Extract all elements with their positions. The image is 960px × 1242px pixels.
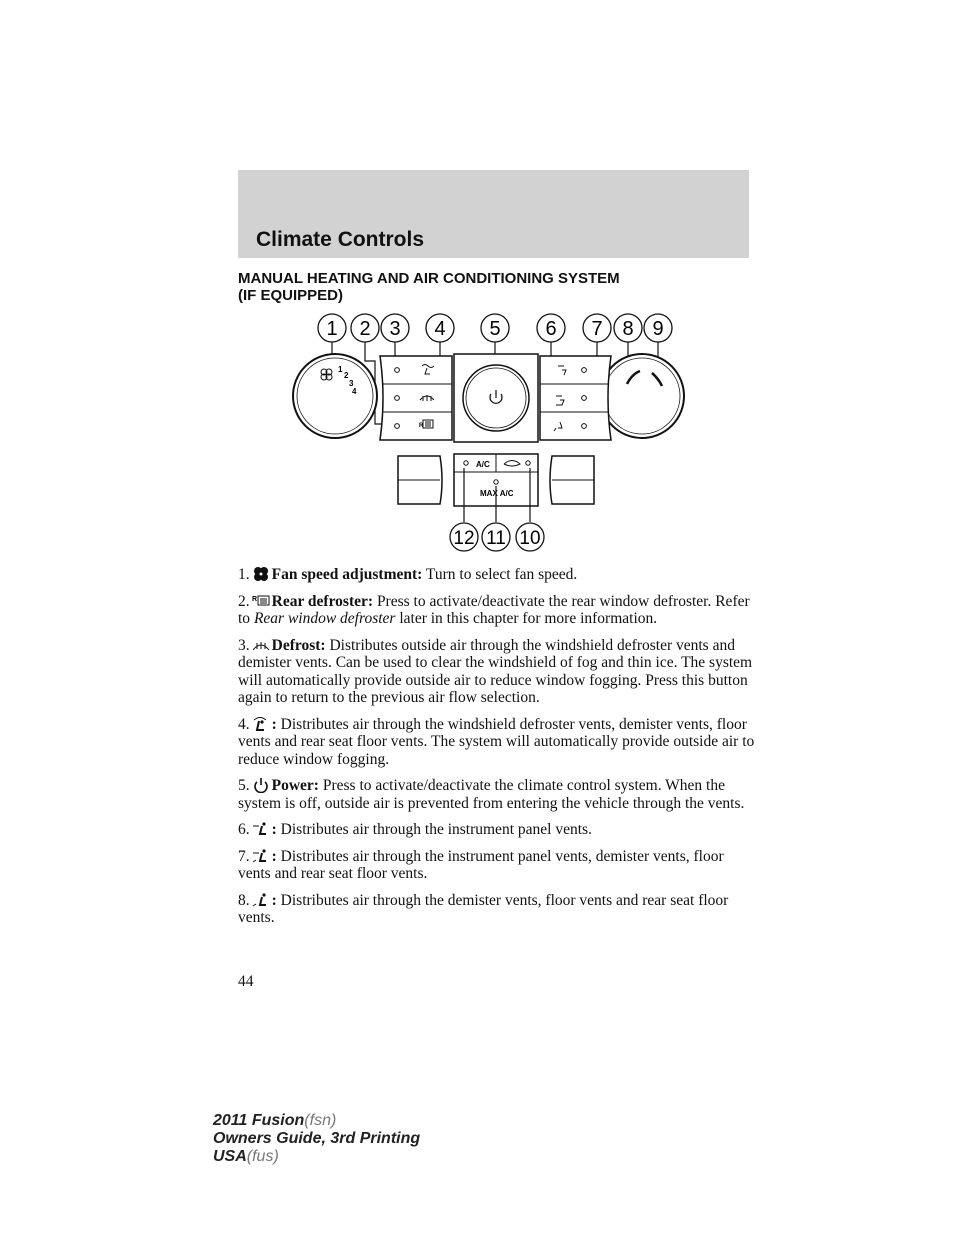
- callout-11: [482, 523, 510, 551]
- callout-9: [644, 314, 672, 342]
- list-item: 7. : Distributes air through the instrument panel vents, demister vents, floor vents and rear seat floor vents.: [238, 847, 724, 882]
- rear-defrost-icon: [250, 593, 272, 609]
- list-item: 5. Power: Press to activate/deactivate the climate control system. When the system is off, outside air is prevented from entering the vehicle through the vents.: [238, 777, 745, 812]
- callout-7: [583, 314, 611, 342]
- callout-8: [614, 314, 642, 342]
- list-item: 1. Fan speed adjustment: Turn to select fan speed.: [238, 566, 578, 583]
- fan-icon: [250, 566, 272, 582]
- svg-text:2: 2: [344, 371, 349, 380]
- floor-vent-icon: [250, 892, 272, 908]
- chapter-header: [238, 170, 749, 258]
- svg-text:A/C: A/C: [476, 460, 490, 469]
- svg-text:R: R: [251, 595, 257, 603]
- section-title-line2: (IF EQUIPPED): [238, 287, 344, 304]
- climate-control-diagram: [280, 306, 700, 556]
- power-knob: [463, 365, 529, 431]
- svg-text:9: 9: [652, 318, 664, 340]
- svg-text:1: 1: [326, 318, 338, 340]
- callout-12: [450, 523, 478, 551]
- svg-text:6: 6: [545, 318, 557, 340]
- list-item: 8. : Distributes air through the demister vents, floor vents and rear seat floor vents.: [238, 891, 729, 926]
- section-title-line1: MANUAL HEATING AND AIR CONDITIONING SYSTEM: [238, 270, 620, 287]
- chapter-title: Climate Controls: [256, 228, 425, 251]
- callout-6: [537, 314, 565, 342]
- svg-text:12: 12: [453, 528, 475, 549]
- svg-text:11: 11: [486, 528, 506, 549]
- panel-floor-icon: [250, 848, 272, 864]
- callout-10: [516, 523, 544, 551]
- list-item: 3. Defrost: Distributes outside air through the windshield defroster vents and demister vents. Can be used to clear the windshield of fog and thin ice. The system will automatically provide outside air to reduce window fogging. Press this button again to return to the previous air flow selection.: [238, 636, 753, 706]
- svg-text:2: 2: [359, 318, 371, 340]
- list-item: 2. R Rear defroster: Press to activate/deactivate the rear window defroster. Refer to Rear window defroster later in this chapter for more information.: [238, 592, 750, 627]
- fan-speed-knob: [293, 354, 377, 438]
- callout-2: [351, 314, 379, 342]
- temperature-knob: [600, 354, 684, 438]
- section-title: [238, 270, 758, 304]
- defrost-floor-icon: [250, 716, 272, 732]
- callout-3: [381, 314, 409, 342]
- svg-text:3: 3: [389, 318, 401, 340]
- document-footer: 2011 Fusion(fsn) Owners Guide, 3rd Printing USA(fus): [213, 1112, 421, 1165]
- callout-5: [481, 314, 509, 342]
- list-item: 6. : Distributes air through the instrument panel vents.: [238, 821, 592, 838]
- list-item: 4. : Distributes air through the windshield defroster vents, demister vents, floor vents and rear seat floor vents. The system will automatically provide outside air to reduce window fogging.: [238, 715, 755, 768]
- svg-text:5: 5: [489, 318, 501, 340]
- callout-4: [426, 314, 454, 342]
- svg-text:1: 1: [338, 365, 343, 374]
- callout-1: [318, 314, 346, 342]
- panel-vent-icon: [250, 821, 272, 837]
- svg-text:8: 8: [622, 318, 634, 340]
- svg-text:10: 10: [519, 528, 541, 549]
- svg-text:4: 4: [434, 318, 446, 340]
- control-descriptions: [238, 566, 758, 936]
- page-number: 44: [238, 973, 254, 990]
- svg-text:MAX A/C: MAX A/C: [480, 489, 514, 498]
- svg-text:R: R: [419, 423, 424, 429]
- svg-text:4: 4: [352, 387, 357, 396]
- svg-text:3: 3: [349, 379, 354, 388]
- defrost-icon: [250, 637, 272, 653]
- power-icon: [250, 777, 272, 793]
- svg-text:7: 7: [591, 318, 603, 340]
